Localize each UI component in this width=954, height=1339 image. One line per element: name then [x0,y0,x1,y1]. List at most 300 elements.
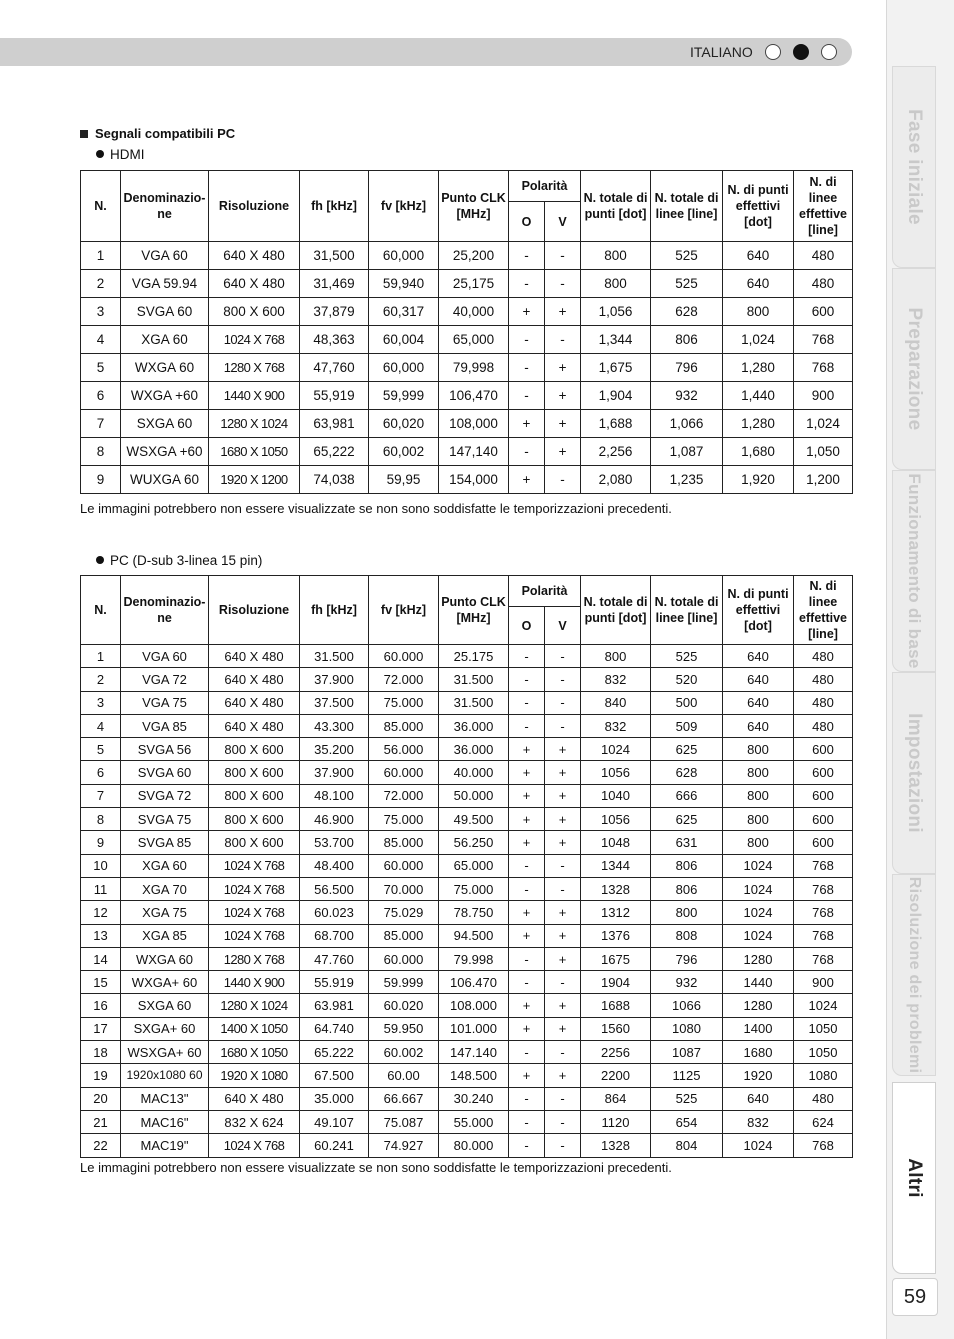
table-cell: 1,440 [723,382,794,410]
table-cell: 35.200 [300,738,369,761]
table-cell: 15 [81,971,121,994]
table-cell: + [509,1064,545,1087]
table-cell: 600 [794,738,853,761]
table-cell: 768 [794,924,853,947]
table-cell: - [545,1041,581,1064]
table-cell: 60.000 [369,761,439,784]
table-cell: + [545,808,581,831]
table-cell: XGA 60 [121,854,209,877]
table-cell: 60,002 [369,438,439,466]
table-cell: + [509,1017,545,1040]
table-cell: 1400 X 1050 [209,1017,300,1040]
table-cell: - [509,1134,545,1157]
table-cell: - [545,1110,581,1133]
table-cell: 800 X 600 [209,831,300,854]
table-cell: 75.087 [369,1110,439,1133]
table-cell: 800 [581,242,651,270]
col-eff-lines: N. di linee effettive [line] [794,576,853,645]
table-cell: 800 [723,738,794,761]
table-row [81,808,853,831]
table-cell: 148.500 [439,1064,509,1087]
table-cell: 768 [794,354,853,382]
table-cell: 1344 [581,854,651,877]
table-cell: 832 X 624 [209,1110,300,1133]
table-cell: 40,000 [439,298,509,326]
tab-risoluzione-dei-problemi[interactable] [892,874,936,1076]
table-row [81,1064,853,1087]
col-v: V [545,607,581,645]
table-row [81,738,853,761]
tab-funzionamento-di-base[interactable] [892,470,936,672]
table-cell: + [545,924,581,947]
tab-label: Risoluzione dei problemi [906,876,923,1074]
table-cell: 16 [81,994,121,1017]
table-cell: 85.000 [369,714,439,737]
tab-impostazioni[interactable] [892,672,936,874]
table-cell: 75.000 [369,808,439,831]
table-cell: 56.250 [439,831,509,854]
table-cell: + [545,738,581,761]
table-cell: SVGA 85 [121,831,209,854]
table-cell: 480 [794,1087,853,1110]
table-cell: XGA 85 [121,924,209,947]
pc-note: Le immagini potrebbero non essere visualizzate se non sono soddisfatte le temporizzazioni precedenti. [80,1160,672,1175]
col-tot-lines: N. totale di linee [line] [651,576,723,645]
table-cell: 49.107 [300,1110,369,1133]
tab-label: Altri [904,1158,925,1198]
table-cell: 1024 X 768 [209,877,300,900]
table-cell: 31.500 [300,645,369,668]
circle-filled-icon [793,44,809,60]
col-eff-lines: N. di linee effettive [line] [794,171,853,242]
table-cell: + [509,901,545,924]
table-cell: 1,050 [794,438,853,466]
table-cell: 68.700 [300,924,369,947]
table-cell: 800 [723,784,794,807]
table-row [81,901,853,924]
table-cell: 796 [651,354,723,382]
table-cell: 1280 [723,994,794,1017]
hdmi-note: Le immagini potrebbero non essere visualizzate se non sono soddisfatte le temporizzazioni precedenti. [80,501,672,516]
table-cell: - [545,714,581,737]
table-cell: 106,470 [439,382,509,410]
table-cell: 1080 [794,1064,853,1087]
table-cell: 480 [794,645,853,668]
table-cell: 1376 [581,924,651,947]
table-row [81,831,853,854]
table-cell: 7 [81,410,121,438]
table-cell: 640 [723,668,794,691]
table-cell: 666 [651,784,723,807]
table-cell: 53.700 [300,831,369,854]
table-row [81,242,853,270]
table-row [81,1087,853,1110]
col-eff-dots: N. di punti effettivi [dot] [723,576,794,645]
col-fv: fv [kHz] [369,576,439,645]
table-cell: 1280 [723,947,794,970]
table-cell: 22 [81,1134,121,1157]
table-cell: 1024 X 768 [209,1134,300,1157]
table-cell: 18 [81,1041,121,1064]
table-cell: 60,020 [369,410,439,438]
table-cell: 59.999 [369,971,439,994]
table-cell: 1680 X 1050 [209,1041,300,1064]
table-cell: 1 [81,242,121,270]
table-cell: 9 [81,831,121,854]
table-cell: 1675 [581,947,651,970]
table-cell: 1328 [581,1134,651,1157]
table-cell: 640 [723,645,794,668]
table-cell: 640 [723,242,794,270]
table-cell: 768 [794,947,853,970]
table-cell: 74,038 [300,466,369,494]
pc-signal-table [80,575,853,1158]
table-cell: 800 X 600 [209,738,300,761]
table-cell: - [509,1110,545,1133]
table-cell: 1024 [581,738,651,761]
table-cell: 768 [794,877,853,900]
table-cell: - [509,326,545,354]
table-cell: 75.000 [439,877,509,900]
table-cell: 1087 [651,1041,723,1064]
table-cell: 1560 [581,1017,651,1040]
table-cell: 25.175 [439,645,509,668]
table-cell: 480 [794,668,853,691]
table-cell: 79.998 [439,947,509,970]
table-cell: 2 [81,270,121,298]
table-cell: 3 [81,691,121,714]
table-cell: 1328 [581,877,651,900]
table-cell: 480 [794,242,853,270]
table-cell: 525 [651,270,723,298]
col-fh: fh [kHz] [300,576,369,645]
tab-label: Preparazione [904,307,925,431]
page-number: 59 [892,1278,938,1316]
table-cell: 1,024 [723,326,794,354]
table-cell: + [509,410,545,438]
table-cell: 1,344 [581,326,651,354]
col-polarity: Polarità [509,171,581,202]
table-cell: 60.241 [300,1134,369,1157]
table-cell: 30.240 [439,1087,509,1110]
table-cell: 768 [794,1134,853,1157]
table-cell: 806 [651,854,723,877]
table-cell: - [509,438,545,466]
table-cell: - [509,691,545,714]
table-cell: 46.900 [300,808,369,831]
table-cell: - [545,877,581,900]
table-cell: 1024 X 768 [209,924,300,947]
table-row [81,1041,853,1064]
table-cell: 1904 [581,971,651,994]
table-cell: + [509,924,545,947]
table-cell: 55,919 [300,382,369,410]
table-cell: 525 [651,645,723,668]
table-cell: 1,087 [651,438,723,466]
table-cell: - [509,270,545,298]
table-cell: 59,999 [369,382,439,410]
table-cell: 85.000 [369,831,439,854]
table-cell: 1024 [723,924,794,947]
table-cell: 59,95 [369,466,439,494]
table-cell: 19 [81,1064,121,1087]
table-row [81,994,853,1017]
table-cell: 500 [651,691,723,714]
table-cell: 1440 X 900 [209,382,300,410]
table-cell: 800 [581,645,651,668]
col-n: N. [81,576,121,645]
table-cell: 11 [81,877,121,900]
table-cell: 10 [81,854,121,877]
table-cell: 35.000 [300,1087,369,1110]
table-cell: + [545,1017,581,1040]
table-cell: SVGA 72 [121,784,209,807]
table-cell: + [545,761,581,784]
table-cell: 1920 X 1080 [209,1064,300,1087]
table-cell: 796 [651,947,723,970]
table-cell: + [545,438,581,466]
table-cell: 525 [651,1087,723,1110]
table-cell: 72.000 [369,784,439,807]
table-cell: 932 [651,971,723,994]
table-cell: 80.000 [439,1134,509,1157]
table-cell: 6 [81,761,121,784]
table-cell: 1280 X 768 [209,354,300,382]
table-cell: 600 [794,761,853,784]
table-cell: 832 [723,1110,794,1133]
table-cell: 1,920 [723,466,794,494]
table-cell: 800 [651,901,723,924]
table-row [81,877,853,900]
table-cell: 85.000 [369,924,439,947]
table-cell: 800 [581,270,651,298]
table-cell: 8 [81,808,121,831]
tab-preparazione[interactable] [892,268,936,470]
table-cell: 1024 [794,994,853,1017]
table-cell: 1312 [581,901,651,924]
table-cell: - [545,854,581,877]
table-cell: 600 [794,808,853,831]
table-cell: 67.500 [300,1064,369,1087]
table-cell: 65,000 [439,326,509,354]
tab-altri[interactable] [892,1082,936,1274]
table-cell: 1688 [581,994,651,1017]
table-cell: 154,000 [439,466,509,494]
bullet-icon [96,150,104,158]
table-cell: 1024 [723,854,794,877]
table-cell: + [545,354,581,382]
table-row [81,298,853,326]
circle-outline-icon [821,44,837,60]
table-cell: + [545,947,581,970]
table-cell: 1024 X 768 [209,854,300,877]
table-cell: + [509,994,545,1017]
table-cell: - [545,242,581,270]
table-cell: VGA 60 [121,242,209,270]
table-cell: 1920 X 1200 [209,466,300,494]
table-row [81,668,853,691]
table-cell: + [545,784,581,807]
table-cell: SXGA 60 [121,994,209,1017]
table-cell: SVGA 75 [121,808,209,831]
table-cell: 768 [794,326,853,354]
table-cell: 43.300 [300,714,369,737]
table-row [81,784,853,807]
table-cell: 1024 [723,877,794,900]
table-cell: 640 [723,714,794,737]
table-cell: 4 [81,326,121,354]
square-bullet-icon [80,130,88,138]
table-cell: 1680 [723,1041,794,1064]
table-cell: + [545,1064,581,1087]
table-cell: 520 [651,668,723,691]
col-v: V [545,202,581,242]
table-cell: 1920 [723,1064,794,1087]
table-cell: 66.667 [369,1087,439,1110]
table-cell: 108.000 [439,994,509,1017]
table-cell: 2256 [581,1041,651,1064]
table-cell: - [509,645,545,668]
table-cell: 625 [651,808,723,831]
table-cell: 1040 [581,784,651,807]
table-cell: - [509,242,545,270]
table-row [81,1134,853,1157]
table-cell: 1,280 [723,354,794,382]
col-polarity: Polarità [509,576,581,607]
table-cell: - [509,354,545,382]
table-cell: 70.000 [369,877,439,900]
table-cell: 56.000 [369,738,439,761]
table-cell: + [509,808,545,831]
table-cell: 1024 [723,901,794,924]
table-cell: 480 [794,270,853,298]
table-cell: 1440 X 900 [209,971,300,994]
table-cell: + [509,784,545,807]
table-cell: - [509,877,545,900]
table-cell: MAC16" [121,1110,209,1133]
table-cell: 800 [723,808,794,831]
table-cell: 900 [794,382,853,410]
table-cell: 5 [81,738,121,761]
table-cell: 25,200 [439,242,509,270]
table-cell: 147.140 [439,1041,509,1064]
table-cell: 480 [794,714,853,737]
table-cell: 1125 [651,1064,723,1087]
table-row [81,645,853,668]
table-cell: 1066 [651,994,723,1017]
table-cell: 800 X 600 [209,808,300,831]
table-cell: 768 [794,854,853,877]
table-cell: 932 [651,382,723,410]
table-cell: 60,000 [369,242,439,270]
table-cell: 2200 [581,1064,651,1087]
table-row [81,438,853,466]
col-fv: fv [kHz] [369,171,439,242]
table-cell: 1 [81,645,121,668]
table-cell: 40.000 [439,761,509,784]
table-cell: 1080 [651,1017,723,1040]
table-cell: + [545,901,581,924]
table-cell: 640 X 480 [209,714,300,737]
table-cell: 631 [651,831,723,854]
table-cell: WXGA+ 60 [121,971,209,994]
table-cell: 800 [723,761,794,784]
table-cell: 12 [81,901,121,924]
table-row [81,410,853,438]
table-cell: 60,004 [369,326,439,354]
table-cell: 63,981 [300,410,369,438]
table-cell: 900 [794,971,853,994]
table-cell: 1048 [581,831,651,854]
table-cell: 1120 [581,1110,651,1133]
table-cell: 47.760 [300,947,369,970]
table-cell: 56.500 [300,877,369,900]
table-cell: 78.750 [439,901,509,924]
table-cell: 59.950 [369,1017,439,1040]
table-cell: WSXGA +60 [121,438,209,466]
pc-heading-text: PC (D-sub 3-linea 15 pin) [110,553,263,568]
table-cell: + [509,298,545,326]
table-cell: 509 [651,714,723,737]
table-cell: VGA 72 [121,668,209,691]
table-row [81,947,853,970]
table-cell: 640 X 480 [209,270,300,298]
table-cell: + [545,831,581,854]
table-cell: VGA 59.94 [121,270,209,298]
table-cell: 20 [81,1087,121,1110]
table-cell: 37,879 [300,298,369,326]
table-cell: 628 [651,298,723,326]
table-cell: 832 [581,668,651,691]
tab-fase-iniziale[interactable] [892,66,936,268]
table-cell: 1024 [723,1134,794,1157]
table-cell: 480 [794,691,853,714]
table-cell: 60.002 [369,1041,439,1064]
table-cell: 1280 X 768 [209,947,300,970]
table-cell: 625 [651,738,723,761]
table-cell: 640 [723,1087,794,1110]
table-cell: 60,000 [369,354,439,382]
col-o: O [509,607,545,645]
table-cell: 525 [651,242,723,270]
table-cell: 640 X 480 [209,1087,300,1110]
table-cell: - [509,668,545,691]
table-cell: VGA 85 [121,714,209,737]
table-cell: 1,680 [723,438,794,466]
table-row [81,691,853,714]
table-cell: 25,175 [439,270,509,298]
col-fh: fh [kHz] [300,171,369,242]
language-label: ITALIANO [690,44,753,60]
table-cell: 50.000 [439,784,509,807]
table-cell: 48.100 [300,784,369,807]
tab-label: Impostazioni [904,713,925,833]
table-cell: - [509,382,545,410]
table-cell: 8 [81,438,121,466]
table-cell: - [509,1041,545,1064]
table-cell: 2,256 [581,438,651,466]
hdmi-heading [96,147,145,162]
table-cell: 60.000 [369,645,439,668]
table-cell: 7 [81,784,121,807]
table-cell: 49.500 [439,808,509,831]
table-cell: VGA 75 [121,691,209,714]
table-cell: 800 X 600 [209,784,300,807]
table-cell: 2,080 [581,466,651,494]
table-cell: 1,056 [581,298,651,326]
hdmi-signal-table [80,170,853,494]
table-cell: 800 [723,831,794,854]
